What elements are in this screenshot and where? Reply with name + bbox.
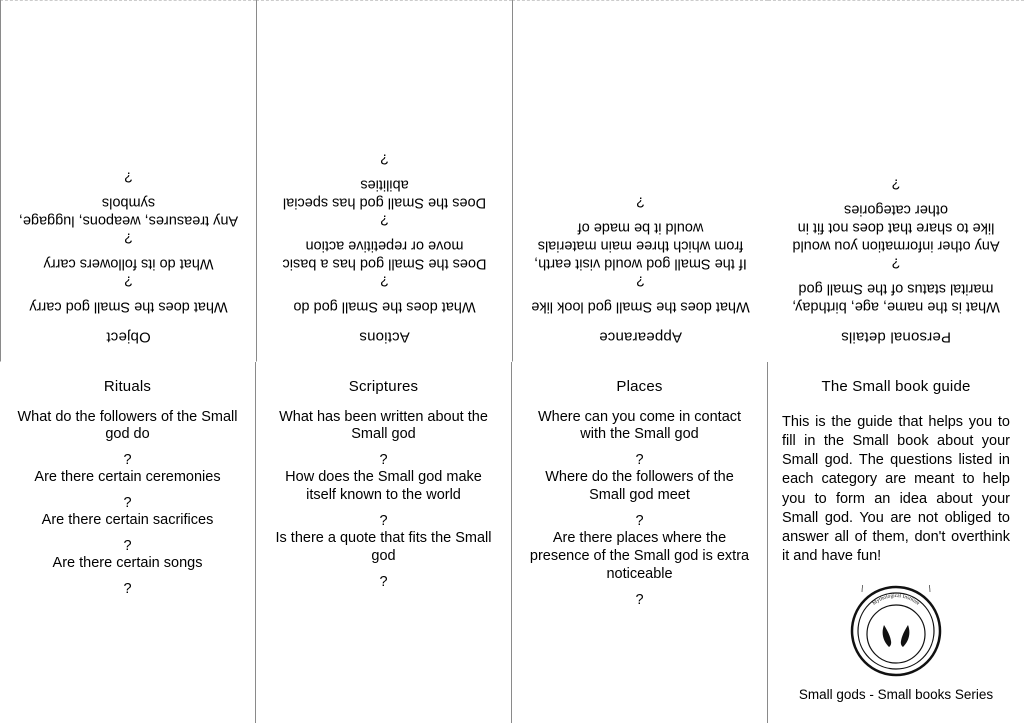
question: Is there a quote that fits the Small god — [275, 530, 492, 565]
question-mark: ? — [380, 211, 389, 228]
question-list — [270, 409, 497, 592]
question-mark: ? — [380, 272, 389, 289]
question: Are there certain ceremonies — [34, 469, 221, 486]
question-mark: ? — [635, 452, 644, 469]
card-title: Places — [616, 377, 663, 395]
question: What is the name, age, birthday, marital status of the Small god — [792, 280, 1000, 315]
question: Does the Small god has a basic move or repetitive action — [282, 237, 487, 272]
question-mark: ? — [123, 452, 132, 469]
question: Does the Small god has special abilities — [282, 176, 487, 211]
question: Any other information you would like to share that does not fit in other categories — [792, 201, 1000, 254]
question: Are there certain songs — [52, 555, 203, 572]
mythological-institute-logo-icon — [837, 585, 955, 677]
card-title: Scriptures — [348, 377, 419, 395]
question: What does the Small god do — [293, 298, 476, 315]
series-label: Small gods - Small books Series — [798, 686, 994, 702]
question-list — [782, 175, 1010, 315]
question-list — [271, 150, 498, 315]
card-object — [0, 0, 256, 362]
card-scriptures — [256, 362, 512, 723]
question: If the Small god would visit earth, from which three main materials would it be made of — [534, 219, 747, 272]
svg-text:Mythological Institute: Mythological Institute — [871, 592, 921, 607]
question-mark: ? — [379, 452, 388, 469]
question-list — [14, 409, 241, 599]
question: What does the Small god carry — [29, 298, 228, 315]
question: What do its followers carry — [43, 255, 214, 272]
card-title: Appearance — [599, 328, 682, 346]
question-mark: ? — [124, 229, 133, 246]
question: Where do the followers of the Small god meet — [545, 469, 734, 504]
question-mark: ? — [124, 168, 133, 185]
guide-title: The Small book guide — [821, 377, 971, 395]
question-mark: ? — [123, 581, 132, 598]
question-mark: ? — [636, 272, 645, 289]
question: How does the Small god make itself known to the world — [285, 469, 482, 504]
question-mark: ? — [123, 495, 132, 512]
question: What does the Small god look like — [531, 298, 750, 315]
card-guide — [768, 362, 1024, 723]
card-personal-details — [768, 0, 1024, 362]
question-mark: ? — [379, 574, 388, 591]
card-title: Actions — [359, 328, 410, 346]
question: What has been written about the Small god — [279, 408, 488, 443]
question-mark: ? — [124, 272, 133, 289]
question-mark: ? — [891, 175, 901, 192]
question-mark: ? — [123, 538, 132, 555]
question-mark: ? — [891, 254, 901, 271]
question: Are there certain sacrifices — [41, 512, 214, 529]
question-list — [527, 193, 754, 315]
card-title: Rituals — [103, 377, 152, 395]
logo-block — [782, 585, 1010, 702]
question-list — [15, 168, 242, 315]
guide-body: This is the guide that helps you to fill in the Small book about your Small god. The questions listed in each category are meant to help you to form an idea about your Small god. You are not obliged to answer all of them, don't overthink it and have fun! — [782, 413, 1010, 565]
question: What do the followers of the Small god do — [17, 408, 238, 443]
card-places — [512, 362, 768, 723]
card-title: Personal details — [841, 328, 951, 346]
question-mark: ? — [380, 150, 389, 167]
question: Where can you come in contact with the Small god — [537, 408, 742, 443]
question-list — [526, 409, 753, 610]
question: Are there places where the presence of the Small god is extra noticeable — [529, 530, 750, 583]
question-mark: ? — [636, 193, 645, 210]
question: Any treasures, weapons, luggage, symbols — [18, 194, 239, 229]
question-mark: ? — [635, 513, 644, 530]
card-actions — [256, 0, 512, 362]
question-mark: ? — [379, 513, 388, 530]
question-mark: ? — [635, 592, 644, 609]
card-appearance — [512, 0, 768, 362]
card-rituals — [0, 362, 256, 723]
card-title: Object — [106, 328, 151, 346]
